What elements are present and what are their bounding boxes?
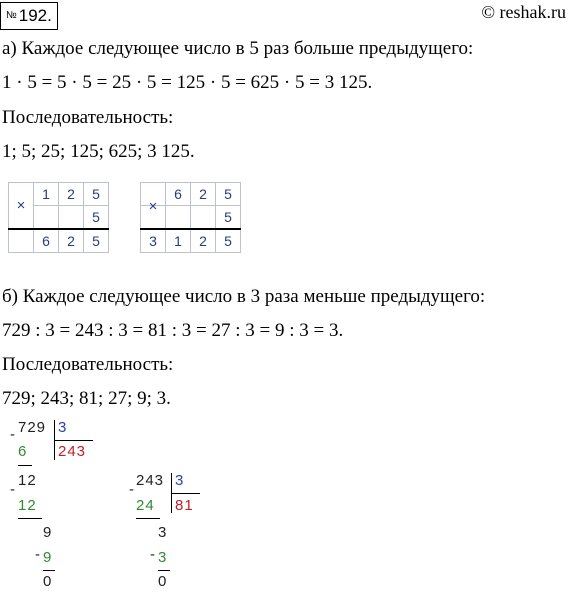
problem-number-box bbox=[0, 2, 58, 30]
subtrahend: 9 bbox=[43, 549, 53, 566]
underline bbox=[136, 518, 160, 519]
underline bbox=[158, 570, 170, 571]
digit: 2 bbox=[59, 183, 84, 206]
part-b-sequence: 729; 243; 81; 27; 9; 3. bbox=[2, 388, 171, 409]
problem-number: 192. bbox=[18, 6, 52, 25]
divisor: 3 bbox=[58, 419, 68, 436]
subtrahend: 12 bbox=[18, 497, 37, 514]
part-a-sequence: 1; 5; 25; 125; 625; 3 125. bbox=[2, 141, 195, 162]
quotient: 243 bbox=[58, 443, 87, 460]
digit: 2 bbox=[59, 229, 84, 253]
part-b-statement: б) Каждое следующее число в 3 раза меньше предыдущего: bbox=[2, 286, 486, 307]
digit: 6 bbox=[34, 229, 59, 253]
number-symbol: № bbox=[6, 10, 17, 21]
final-remainder: 0 bbox=[158, 573, 168, 590]
multiply-sign: × bbox=[141, 195, 166, 219]
remainder: 3 bbox=[158, 524, 168, 541]
watermark: © reshak.ru bbox=[481, 2, 566, 22]
digit: 1 bbox=[166, 229, 191, 253]
multiply-sign: × bbox=[9, 183, 34, 230]
digit: 3 bbox=[141, 229, 166, 253]
subtrahend: 24 bbox=[136, 497, 155, 514]
minus-sign: - bbox=[150, 546, 156, 563]
remainder: 12 bbox=[18, 472, 37, 489]
final-remainder: 0 bbox=[43, 573, 53, 590]
digit: 1 bbox=[34, 183, 59, 206]
minus-sign: - bbox=[129, 481, 135, 498]
digit: 5 bbox=[216, 229, 241, 253]
digit: 2 bbox=[191, 183, 216, 206]
minus-sign: - bbox=[10, 481, 16, 498]
divisor: 3 bbox=[175, 472, 185, 489]
digit: 5 bbox=[216, 206, 241, 230]
underline bbox=[18, 465, 32, 466]
minus-sign: - bbox=[10, 426, 16, 443]
part-b-equation: 729 : 3 = 243 : 3 = 81 : 3 = 27 : 3 = 9 : 3 = 3. bbox=[2, 320, 344, 341]
digit: 6 bbox=[166, 183, 191, 206]
dividend: 729 bbox=[18, 419, 47, 436]
digit: 5 bbox=[84, 229, 109, 253]
underline bbox=[43, 570, 55, 571]
part-a-statement: а) Каждое следующее число в 5 раз больше предыдущего: bbox=[2, 38, 474, 59]
minus-sign: - bbox=[35, 546, 41, 563]
quotient: 81 bbox=[175, 497, 194, 514]
digit: 2 bbox=[191, 229, 216, 253]
divisor-underline bbox=[55, 440, 93, 441]
part-b-sequence-label: Последовательность: bbox=[2, 354, 174, 375]
digit: 5 bbox=[216, 183, 241, 206]
part-a-equation: 1 · 5 = 5 · 5 = 25 · 5 = 125 · 5 = 625 · 5 = 3 125. bbox=[2, 72, 373, 93]
multiplication-grid-1 bbox=[8, 182, 109, 253]
subtrahend: 3 bbox=[158, 549, 168, 566]
remainder: 9 bbox=[43, 524, 53, 541]
part-a-sequence-label: Последовательность: bbox=[2, 107, 174, 128]
subtrahend: 6 bbox=[18, 443, 28, 460]
digit: 5 bbox=[84, 183, 109, 206]
dividend: 243 bbox=[136, 472, 165, 489]
divisor-underline bbox=[172, 493, 200, 494]
multiplication-grid-2 bbox=[140, 182, 241, 253]
underline bbox=[18, 518, 42, 519]
digit: 5 bbox=[84, 206, 109, 230]
